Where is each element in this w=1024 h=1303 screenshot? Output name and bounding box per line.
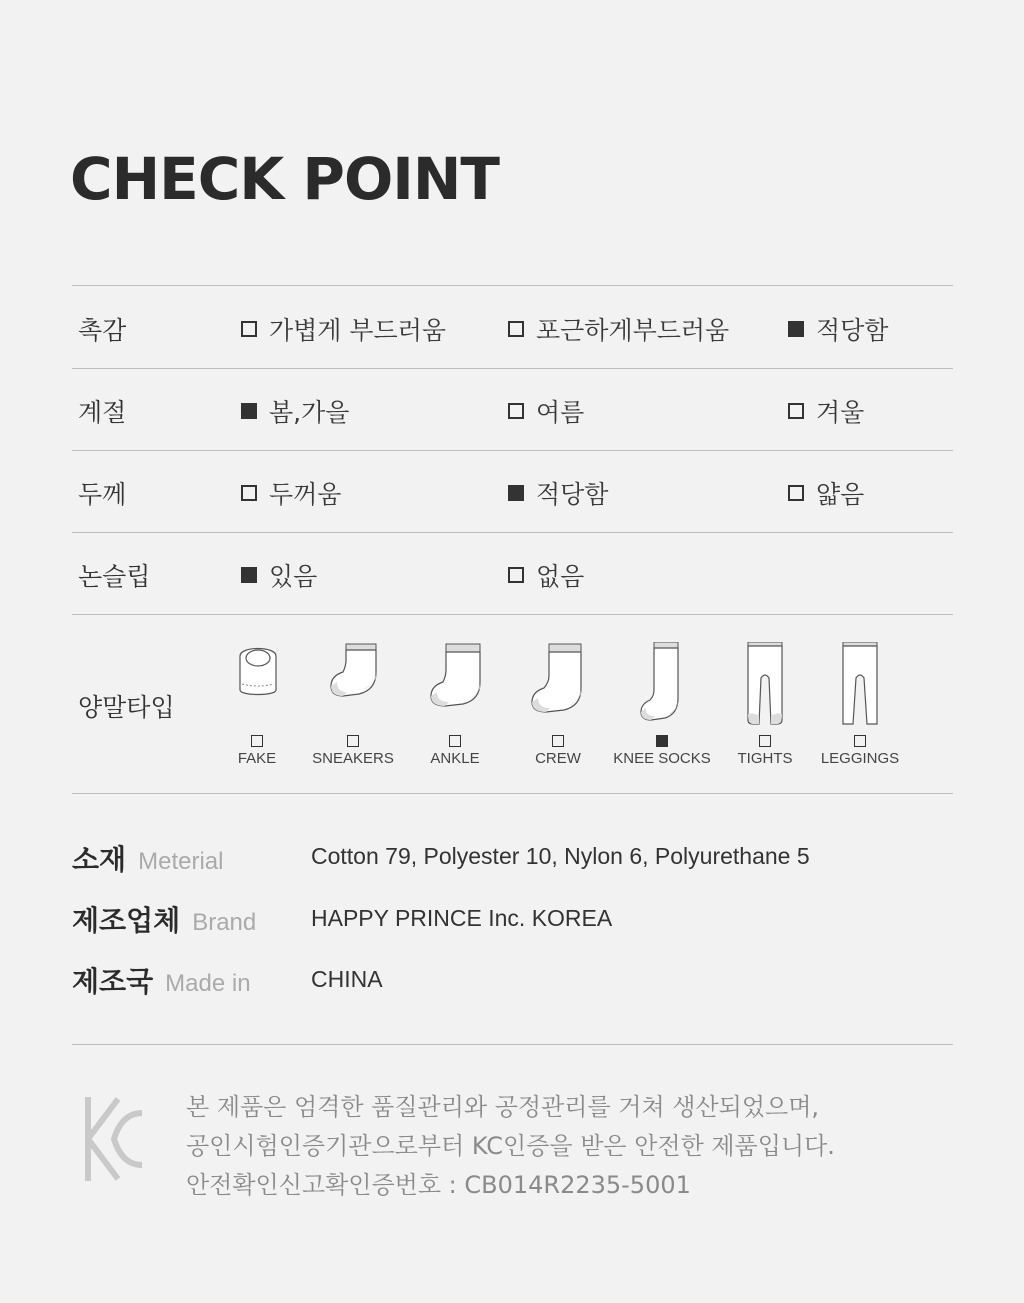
row-label-season: 계절 [78,398,127,427]
option-label: 적당함 [536,480,609,509]
sneakers-sock-icon [313,642,393,726]
checkbox [788,485,804,501]
checkbox [552,735,564,747]
option-thickness-thick [241,475,341,511]
info-label-en: Meterial [138,848,224,875]
crew-sock-icon [518,642,598,726]
kc-mark-icon [84,1093,146,1185]
checkbox [508,403,524,419]
sock-type-fake [202,735,312,767]
info-made-in [72,960,251,1000]
sock-type-label: FAKE [237,750,277,767]
tights-icon [725,642,805,726]
fake-sock-icon [218,642,298,726]
option-nonslip-no [508,557,584,593]
info-label-ko: 소재 [72,843,127,876]
option-label: 두꺼움 [269,480,342,509]
option-feel-cozy [508,311,729,347]
sock-type-ankle [400,735,510,767]
sock-type-label: CREW [535,750,581,767]
checkbox [759,735,771,747]
info-made-in-value: CHINA [311,966,383,992]
option-feel-moderate [788,311,888,347]
option-label: 적당함 [816,316,889,345]
sock-type-label: ANKLE [430,750,480,767]
sock-type-label: LEGGINGS [820,750,900,767]
certification-number: 안전확인신고확인증번호 : CB014R2235-5001 [186,1171,691,1199]
certification-line-1: 본 제품은 엄격한 품질관리와 공정관리를 거쳐 생산되었으며, [186,1093,820,1121]
sock-type-sneakers [298,735,408,767]
checkbox-checked [241,567,257,583]
divider [72,285,953,286]
certification-line-2: 공인시험인증기관으로부터 KC인증을 받은 안전한 제품입니다. [186,1132,835,1160]
info-label-en: Made in [165,970,251,997]
option-label: 봄,가을 [269,398,350,427]
checkbox [508,321,524,337]
sock-type-label: KNEE SOCKS [613,750,711,767]
checkbox [854,735,866,747]
row-label-thickness: 두께 [78,480,127,509]
checkbox [347,735,359,747]
row-label-sock-type: 양말타입 [78,693,175,722]
page-title: CHECK POINT [70,145,499,213]
divider [72,368,953,369]
knee-sock-icon [625,642,705,726]
option-nonslip-yes [241,557,317,593]
divider [72,450,953,451]
divider [72,1044,953,1045]
sock-type-label: TIGHTS [737,750,793,767]
row-label-feel: 촉감 [78,316,127,345]
option-label: 포근하게부드러움 [536,316,730,345]
option-label: 없음 [536,562,585,591]
checkbox-checked [241,403,257,419]
info-label-en: Brand [192,909,257,936]
option-season-spring-fall [241,393,349,429]
checkbox [788,403,804,419]
option-label: 얇음 [816,480,865,509]
info-label-ko: 제조국 [72,965,154,998]
option-label: 가볍게 부드러움 [269,316,446,345]
info-brand [72,899,256,939]
divider [72,793,953,794]
info-material-value: Cotton 79, Polyester 10, Nylon 6, Polyurethane 5 [311,843,810,869]
sock-type-leggings [805,735,915,767]
option-thickness-moderate [508,475,608,511]
checkbox [508,567,524,583]
checkbox [449,735,461,747]
divider [72,614,953,615]
ankle-sock-icon [415,642,495,726]
checkbox-checked [508,485,524,501]
option-label: 겨울 [816,398,865,427]
info-label-ko: 제조업체 [72,904,181,937]
option-season-winter [788,393,864,429]
checkbox-checked [656,735,668,747]
row-label-nonslip: 논슬립 [78,562,151,591]
checkbox-checked [788,321,804,337]
option-thickness-thin [788,475,864,511]
option-feel-light [241,311,446,347]
checkbox [251,735,263,747]
sock-type-crew [503,735,613,767]
option-season-summer [508,393,584,429]
leggings-icon [820,642,900,726]
info-brand-value: HAPPY PRINCE Inc. KOREA [311,905,613,931]
sock-type-knee-socks [607,735,717,767]
sock-type-label: SNEAKERS [312,750,394,767]
sock-type-tights [710,735,820,767]
option-label: 있음 [269,562,318,591]
option-label: 여름 [536,398,585,427]
divider [72,532,953,533]
checkbox [241,321,257,337]
checkbox [241,485,257,501]
info-material [72,838,223,878]
